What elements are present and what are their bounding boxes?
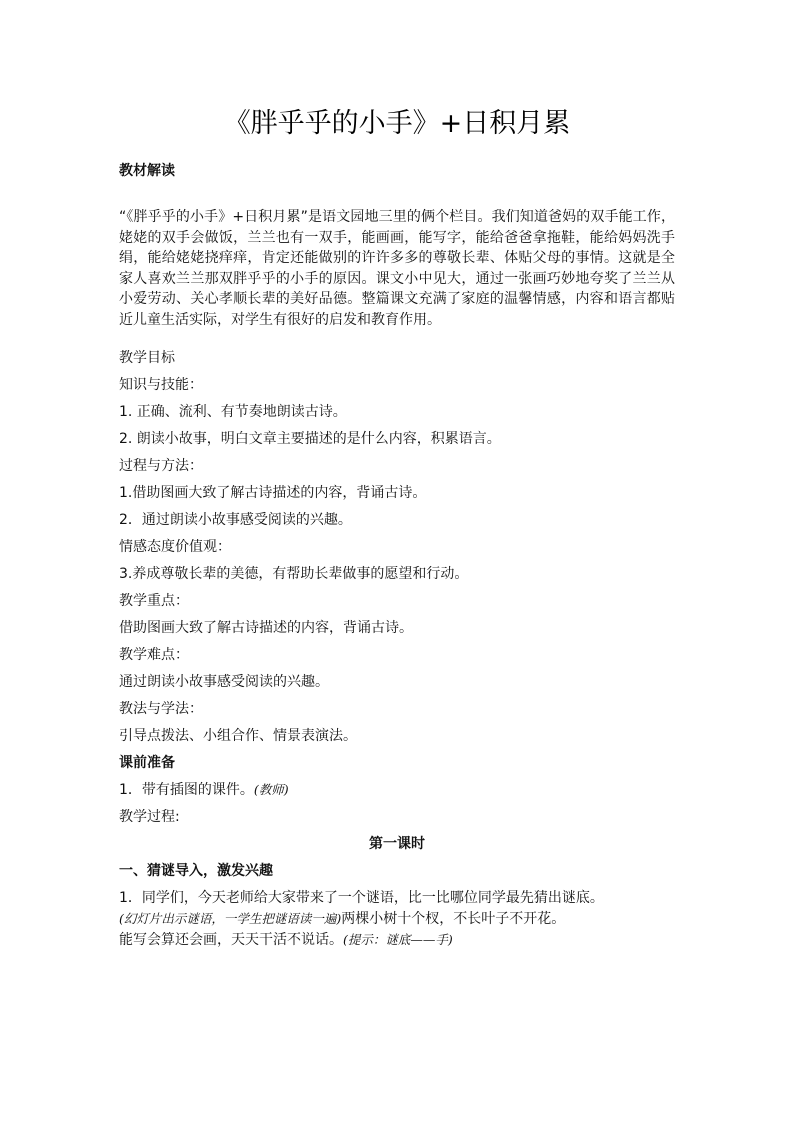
- section-heading-material: 教材解读: [119, 163, 175, 179]
- method-heading: 教法与学法：: [119, 701, 203, 717]
- document-body: [119, 162, 675, 949]
- step1-line: [119, 931, 675, 949]
- process-item: 2．通过朗读小故事感受阅读的兴趣。: [119, 512, 352, 528]
- step1-line: [119, 910, 675, 928]
- intro-paragraph: “《胖乎乎的小手》+日积月累”是语文园地三里的俩个栏目。我们知道爸妈的双手能工作，姥姥的双手会做饭，兰兰也有一双手，能画画，能写字，能给爸爸拿拖鞋，能给妈妈洗手绢，能给姥姥挠痒痒，肯定还能做别的许许多多的尊敬长辈、体贴父母的事情。这就是全家人喜欢兰兰那双胖乎乎的小手的原因。课文小中见大，通过一张画巧妙地夸奖了兰兰从小爱劳动、关心孝顺长辈的美好品德。整篇课文充满了家庭的温馨情感，内容和语言都贴近儿童生活实际，对学生有很好的启发和教育作用。: [119, 209, 675, 328]
- step1-line3-note: (提示：谜底——手): [343, 932, 453, 947]
- emotion-item: 3.养成尊敬长辈的美德，有帮助长辈做事的愿望和行动。: [119, 566, 469, 582]
- knowledge-heading: 知识与技能：: [119, 377, 203, 393]
- difficulty-text: 通过朗读小故事感受阅读的兴趣。: [119, 674, 329, 690]
- keypoint-heading: 教学重点：: [119, 593, 189, 609]
- section-heading-goals: 教学目标: [119, 350, 175, 366]
- step1-line3-text: 能写会算还会画，天天干活不说话。: [119, 932, 343, 948]
- prep-item-text: 1．带有插图的课件。: [119, 782, 254, 798]
- document-title: 《胖乎乎的小手》+日积月累: [223, 108, 571, 139]
- process-heading: 过程与方法：: [119, 458, 203, 474]
- step1-line: 1．同学们，今天老师给大家带来了一个谜语，比一比哪位同学最先猜出谜底。: [119, 890, 604, 906]
- step1-line2-text: 两棵小树十个杈，不长叶子不开花。: [341, 911, 566, 927]
- knowledge-item: 1. 正确、流利、有节奏地朗读古诗。: [119, 404, 347, 420]
- emotion-heading: 情感态度价值观：: [119, 539, 231, 555]
- knowledge-item: 2. 朗读小故事，明白文章主要描述的是什么内容，积累语言。: [119, 431, 501, 447]
- lesson-heading: 第一课时: [369, 836, 425, 852]
- method-text: 引导点拨法、小组合作、情景表演法。: [119, 728, 357, 744]
- prep-heading: 课前准备: [119, 755, 175, 771]
- step1-heading: 一、猜谜导入，激发兴趣: [119, 863, 273, 879]
- keypoint-text: 借助图画大致了解古诗描述的内容，背诵古诗。: [119, 620, 413, 636]
- process-item: 1.借助图画大致了解古诗描述的内容，背诵古诗。: [119, 485, 427, 501]
- step1-line2-note: (幻灯片出示谜语，一学生把谜语读一遍): [119, 911, 342, 926]
- prep-item: [119, 781, 675, 799]
- prep-item-note: (教师): [253, 782, 289, 797]
- teaching-process-heading: 教学过程:: [119, 809, 180, 825]
- difficulty-heading: 教学难点：: [119, 647, 189, 663]
